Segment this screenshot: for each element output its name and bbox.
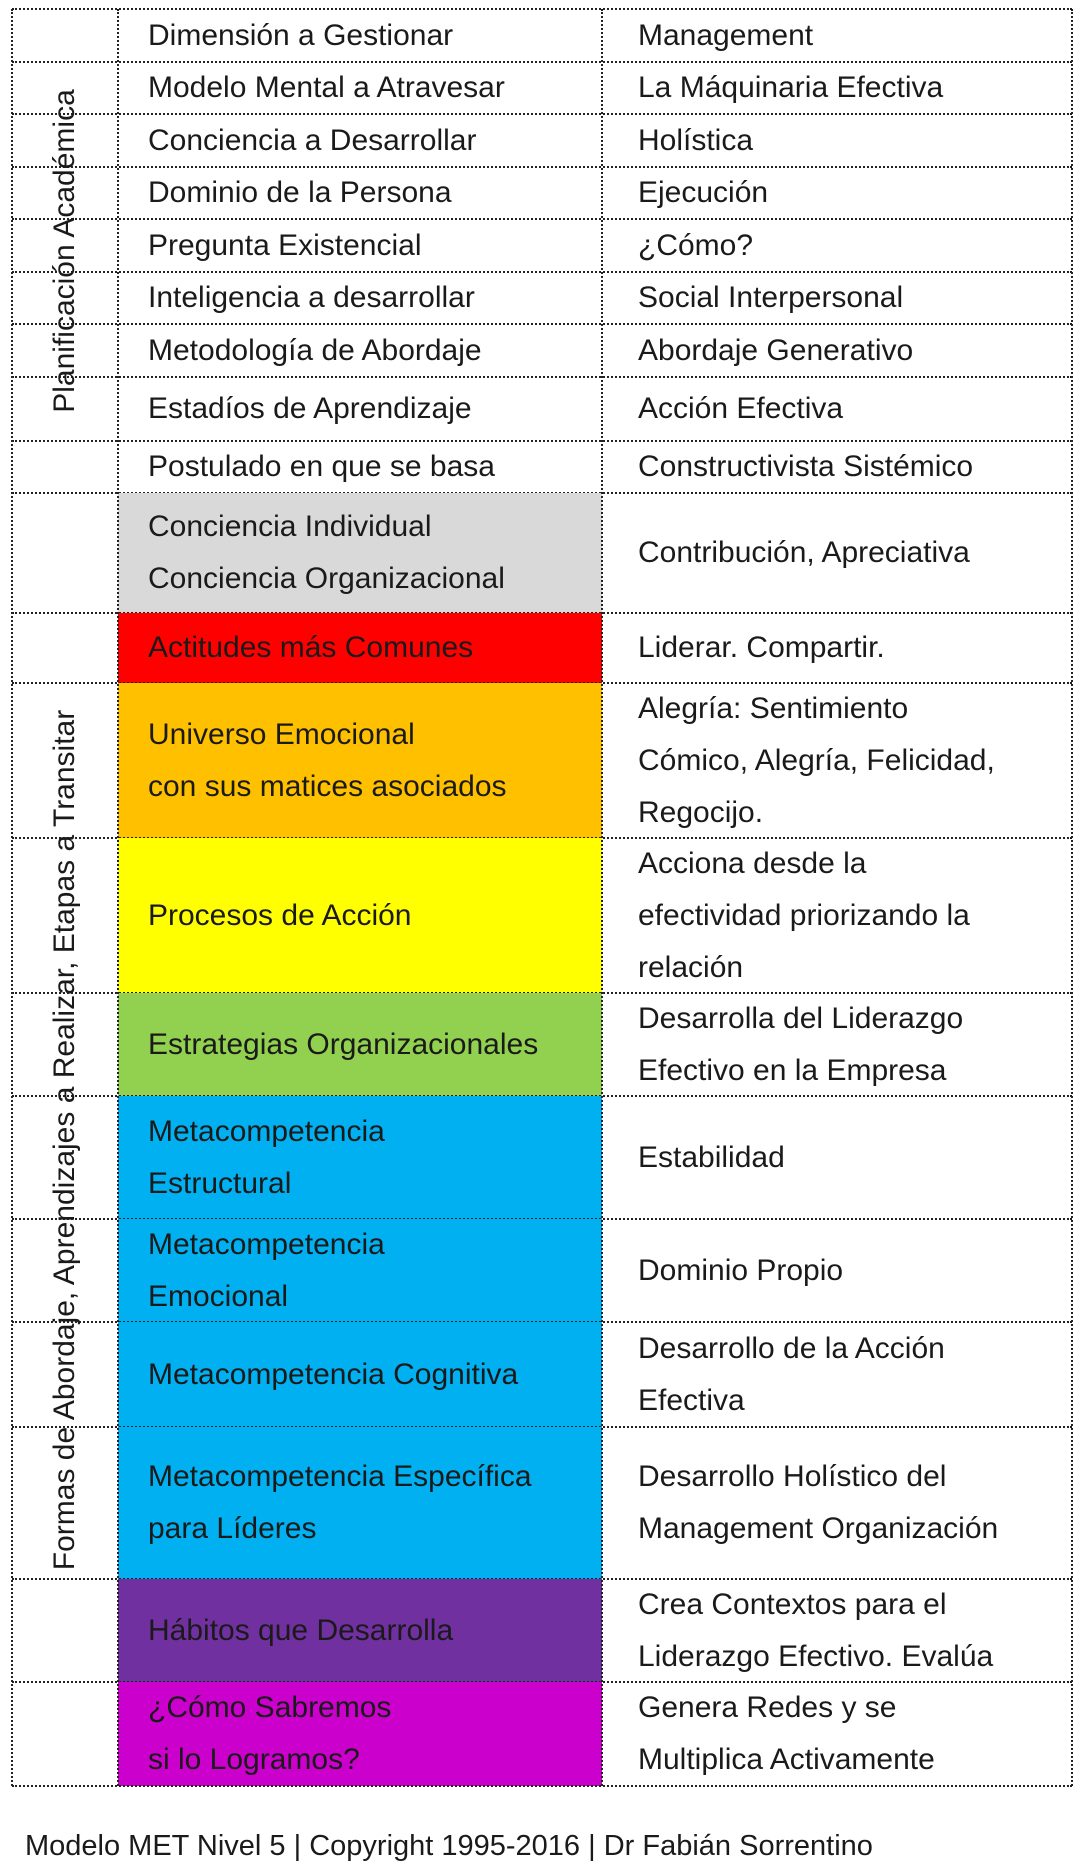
row-label: Inteligencia a desarrollar	[148, 281, 475, 314]
row-label: Hábitos que Desarrolla	[118, 1579, 602, 1682]
grid-line	[11, 9, 13, 1786]
row-value: Desarrollo de la Acción Efectiva	[638, 1331, 945, 1417]
row-label: Metacompetencia Estructural	[118, 1096, 602, 1219]
row-value: Desarrolla del Liderazgo Efectivo en la Empresa	[638, 1001, 964, 1087]
grid-line	[1071, 9, 1073, 1786]
table-row	[0, 1096, 1081, 1219]
table-row	[0, 324, 1081, 377]
section-title-text: Planificación Académica	[48, 89, 81, 413]
table-row	[0, 9, 1081, 62]
row-value: Management	[638, 18, 814, 52]
table-row	[0, 1579, 1081, 1682]
grid-line	[12, 1785, 1072, 1787]
row-label: Pregunta Existencial	[148, 228, 422, 262]
table-row	[0, 114, 1081, 167]
row-value: Dominio Propio	[638, 1253, 844, 1287]
row-label: Metacompetencia Específica para Líderes	[118, 1427, 602, 1579]
row-label: Procesos de Acción	[118, 838, 602, 993]
row-value: ¿Cómo?	[638, 228, 754, 262]
row-value: Genera Redes y se Multiplica Activamente	[638, 1691, 935, 1776]
row-value: Abordaje Generativo	[638, 333, 914, 367]
table-row	[0, 613, 1081, 683]
row-value: Crea Contextos para el Liderazgo Efectivo. Evalúa	[638, 1587, 994, 1673]
row-label: Modelo Mental a Atravesar	[148, 71, 505, 104]
table-row	[0, 993, 1081, 1096]
row-value: Acciona desde la efectividad priorizando la relación	[638, 846, 970, 984]
table-row	[0, 1219, 1081, 1322]
row-value: Contribución, Apreciativa	[638, 536, 970, 569]
row-value: Estabilidad	[638, 1140, 785, 1174]
grid-line	[601, 9, 603, 1786]
row-label: Actitudes más Comunes	[118, 613, 602, 683]
section-title-text: Formas de Abordaje, Aprendizajes a Realizar, Etapas a Transitar	[48, 709, 81, 1570]
row-value: Social Interpersonal	[638, 281, 904, 314]
row-label: Postulado en que se basa	[148, 450, 495, 483]
table-row	[0, 1427, 1081, 1579]
table-row	[0, 838, 1081, 993]
table-row	[0, 167, 1081, 219]
row-label: Universo Emocional con sus matices asociados	[118, 683, 602, 838]
row-value: Alegría: Sentimiento Cómico, Alegría, Felicidad, Regocijo.	[638, 691, 995, 829]
table-row	[0, 1682, 1081, 1786]
table-row	[0, 272, 1081, 324]
table-row	[0, 683, 1081, 838]
table-row	[0, 62, 1081, 114]
copyright-footer: Modelo MET Nivel 5 | Copyright 1995-2016 | Dr Fabián Sorrentino	[25, 1830, 873, 1862]
row-label: Dominio de la Persona	[148, 176, 452, 209]
row-value: Ejecución	[638, 176, 769, 209]
row-value: Liderar. Compartir.	[638, 631, 885, 664]
row-label: Estrategias Organizacionales	[118, 993, 602, 1096]
table-row	[0, 1322, 1081, 1427]
row-value: Constructivista Sistémico	[638, 450, 974, 483]
row-label: Conciencia a Desarrollar	[148, 123, 477, 157]
row-label: Estadíos de Aprendizaje	[148, 392, 472, 425]
table-row	[0, 441, 1081, 493]
table-row	[0, 219, 1081, 272]
row-label: Dimensión a Gestionar	[148, 18, 454, 52]
row-label: Metacompetencia Emocional	[118, 1219, 602, 1322]
row-value: La Máquinaria Efectiva	[638, 71, 944, 104]
row-value: Desarrollo Holístico del Management Organización	[638, 1460, 999, 1545]
row-label: Conciencia Individual Conciencia Organizacional	[118, 493, 602, 613]
table-row	[0, 377, 1081, 441]
row-value: Acción Efectiva	[638, 392, 844, 425]
row-label: Metodología de Abordaje	[148, 333, 482, 367]
grid-line	[117, 9, 119, 1786]
table-row	[0, 493, 1081, 613]
row-label: Metacompetencia Cognitiva	[118, 1322, 602, 1427]
row-label: ¿Cómo Sabremos si lo Logramos?	[118, 1682, 602, 1786]
row-value: Holística	[638, 123, 754, 157]
